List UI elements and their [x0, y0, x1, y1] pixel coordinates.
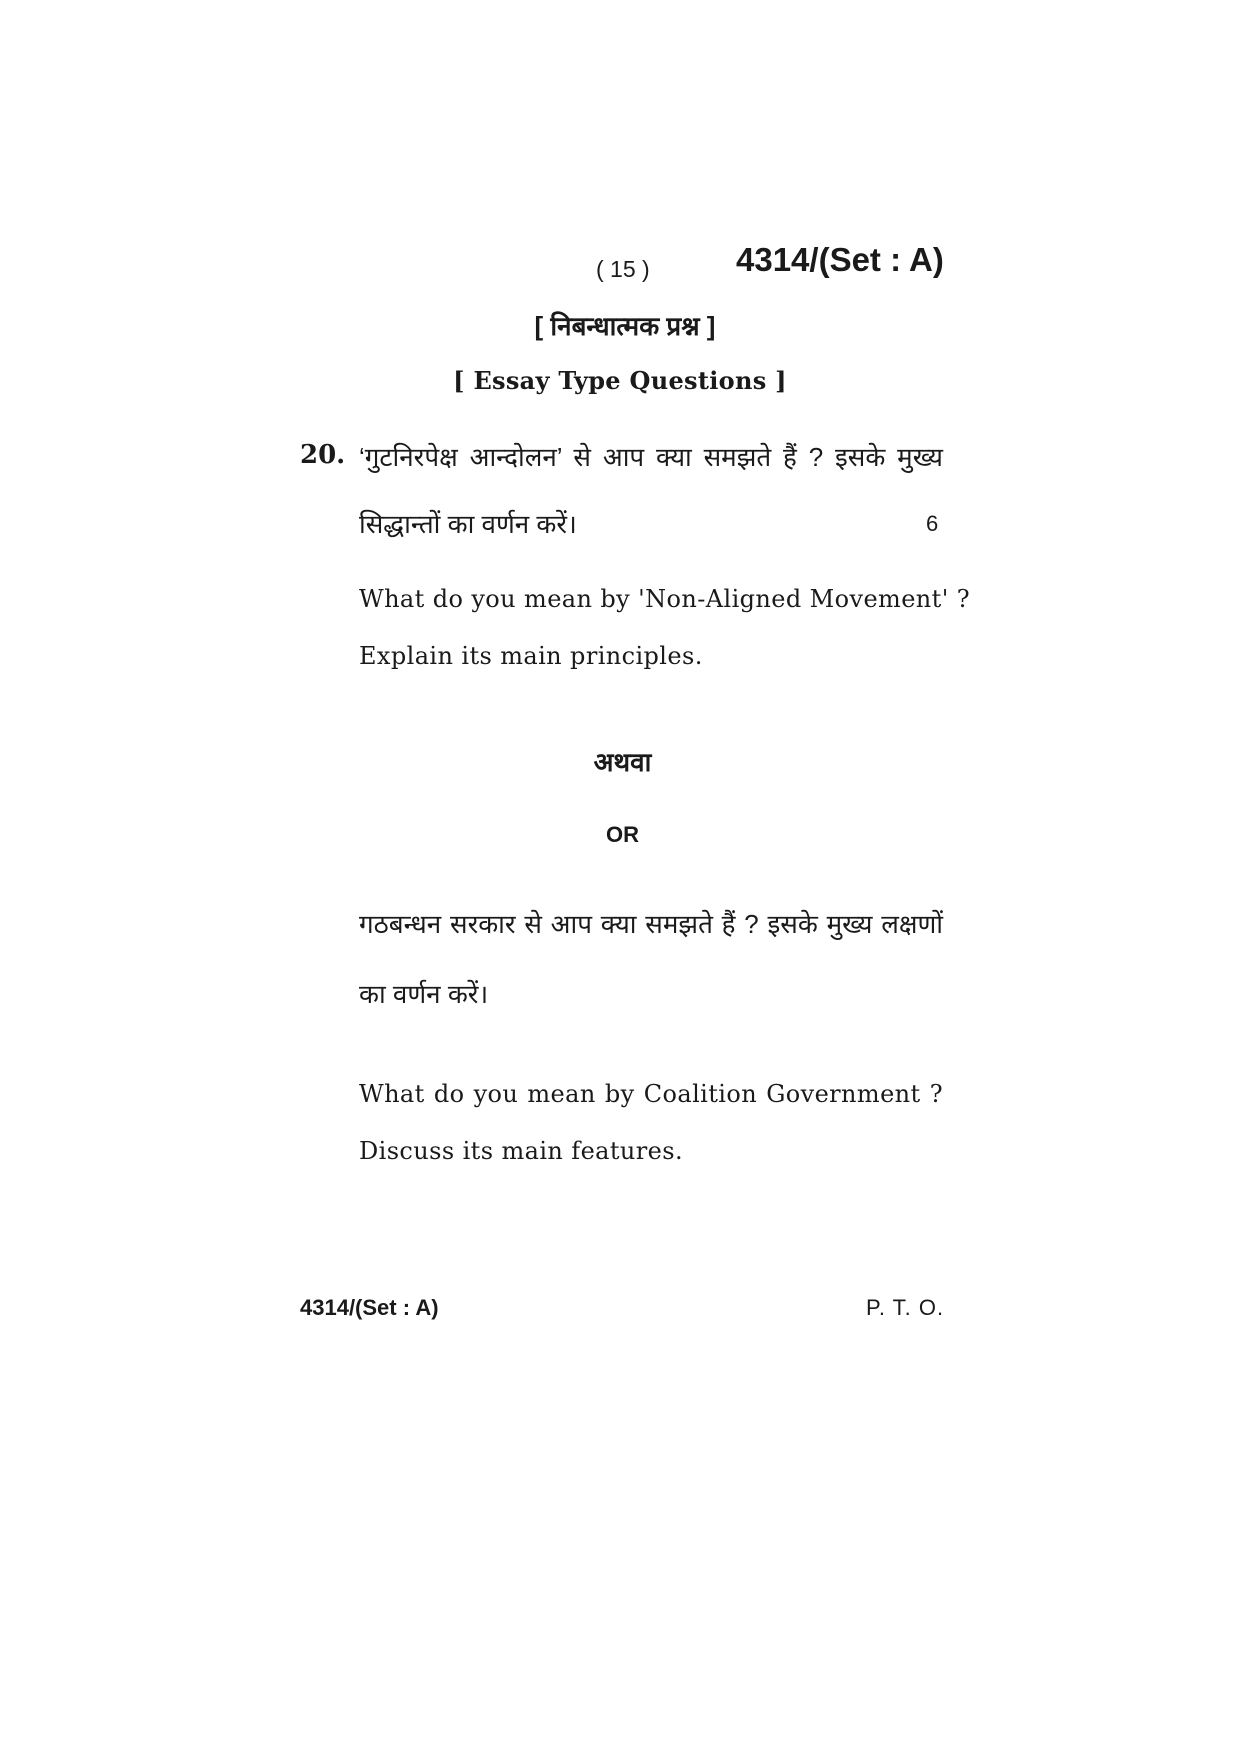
question-marks: 6: [926, 511, 939, 536]
paper-code: 4314/(Set : A): [736, 241, 944, 278]
question-hindi-line-2: सिद्धान्तों का वर्णन करें।: [359, 509, 577, 539]
page-number: ( 15 ): [596, 256, 650, 282]
alternative-english-line-2: Discuss its main features.: [359, 1137, 684, 1165]
alternative-english-line-1: What do you mean by Coalition Government ?: [359, 1080, 943, 1108]
section-title-english: [ Essay Type Questions ]: [453, 366, 787, 395]
question-hindi-line-1: ‘गुटनिरपेक्ष आन्दोलन’ से आप क्या समझते हैं ? इसके मुख्य: [359, 442, 943, 472]
question-number: 20.: [300, 440, 346, 470]
alternative-hindi-line-2: का वर्णन करें।: [359, 979, 489, 1009]
or-separator-english: OR: [606, 822, 639, 847]
or-separator-hindi: अथवा: [593, 747, 652, 777]
section-title-hindi: [ निबन्धात्मक प्रश्न ]: [534, 311, 716, 341]
footer-pto: P. T. O.: [866, 1295, 945, 1320]
question-english-line-1: What do you mean by 'Non-Aligned Movement' ?: [359, 585, 971, 613]
alternative-hindi-line-1: गठबन्धन सरकार से आप क्या समझते हैं ? इसके मुख्य लक्षणों: [359, 909, 943, 939]
footer-paper-code: 4314/(Set : A): [300, 1295, 439, 1320]
question-english-line-2: Explain its main principles.: [359, 642, 703, 670]
